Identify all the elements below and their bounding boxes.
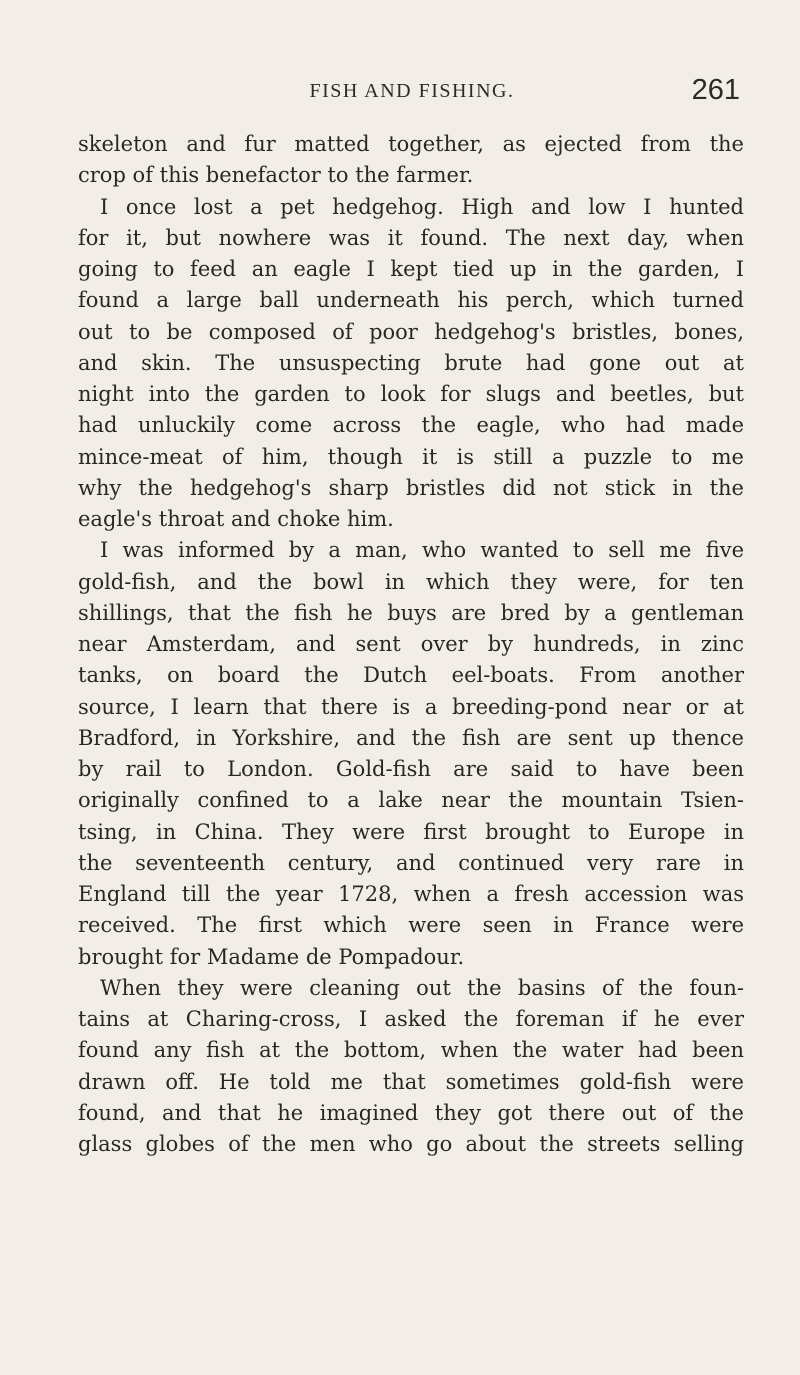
text-line: England till the year 1728, when a fresh accession was [78, 882, 744, 906]
text-line: I once lost a pet hedgehog. High and low I hunted [100, 194, 744, 219]
text-line: found any fish at the bottom, when the water had been [78, 1038, 744, 1063]
text-line: tains at Charing-cross, I asked the foreman if he ever [78, 1007, 744, 1031]
text-line: going to feed an eagle I kept tied up in the garden, I [78, 257, 744, 281]
text-line: found, and that he imagined they got there out of the [78, 1100, 744, 1125]
text-line: the seventeenth century, and continued very rare in [78, 850, 744, 875]
page-number: 261 [691, 74, 740, 106]
text-line: had unluckily come across the eagle, who had made [78, 413, 744, 438]
text-line: night into the garden to look for slugs and beetles, but [78, 382, 744, 406]
body-text [78, 129, 744, 1160]
text-line: brought for Madame de Pompadour. [78, 944, 465, 969]
text-line: out to be composed of poor hedgehog's bristles, bones, [78, 319, 744, 344]
text-line: drawn off. He told me that sometimes gold-fish were [78, 1069, 744, 1094]
text-line: Bradford, in Yorkshire, and the fish are sent up thence [78, 725, 744, 750]
text-line: near Amsterdam, and sent over by hundreds, in zinc [78, 632, 744, 656]
text-line: gold-fish, and the bowl in which they were, for ten [78, 569, 744, 594]
text-line: mince-meat of him, though it is still a puzzle to me [78, 444, 744, 469]
text-line: glass globes of the men who go about the streets selling [78, 1132, 744, 1156]
text-line: source, I learn that there is a breeding-pond near or at [78, 694, 744, 719]
text-line: When they were cleaning out the basins of the foun- [100, 975, 744, 1000]
text-line: skeleton and fur matted together, as ejected from the [78, 132, 744, 156]
text-line: shillings, that the fish he buys are bred by a gentleman [78, 600, 744, 625]
running-head [84, 74, 740, 114]
text-line: originally confined to a lake near the mountain Tsien- [78, 788, 744, 813]
text-line: why the hedgehog's sharp bristles did not stick in the [78, 475, 744, 500]
text-line: I was informed by a man, who wanted to sell me five [100, 538, 744, 563]
text-line: for it, but nowhere was it found. The next day, when [78, 225, 744, 250]
text-line: tsing, in China. They were first brought to Europe in [78, 819, 744, 844]
text-line: crop of this benefactor to the farmer. [78, 163, 474, 188]
running-title: FISH AND FISHING. [309, 80, 515, 102]
text-line: by rail to London. Gold-fish are said to have been [78, 757, 744, 781]
text-line: tanks, on board the Dutch eel-boats. From another [78, 663, 744, 688]
text-line: received. The first which were seen in France were [78, 913, 744, 938]
text-line: eagle's throat and choke him. [78, 507, 394, 531]
text-line: and skin. The unsuspecting brute had gone out at [78, 350, 744, 375]
text-line: found a large ball underneath his perch, which turned [78, 288, 744, 313]
